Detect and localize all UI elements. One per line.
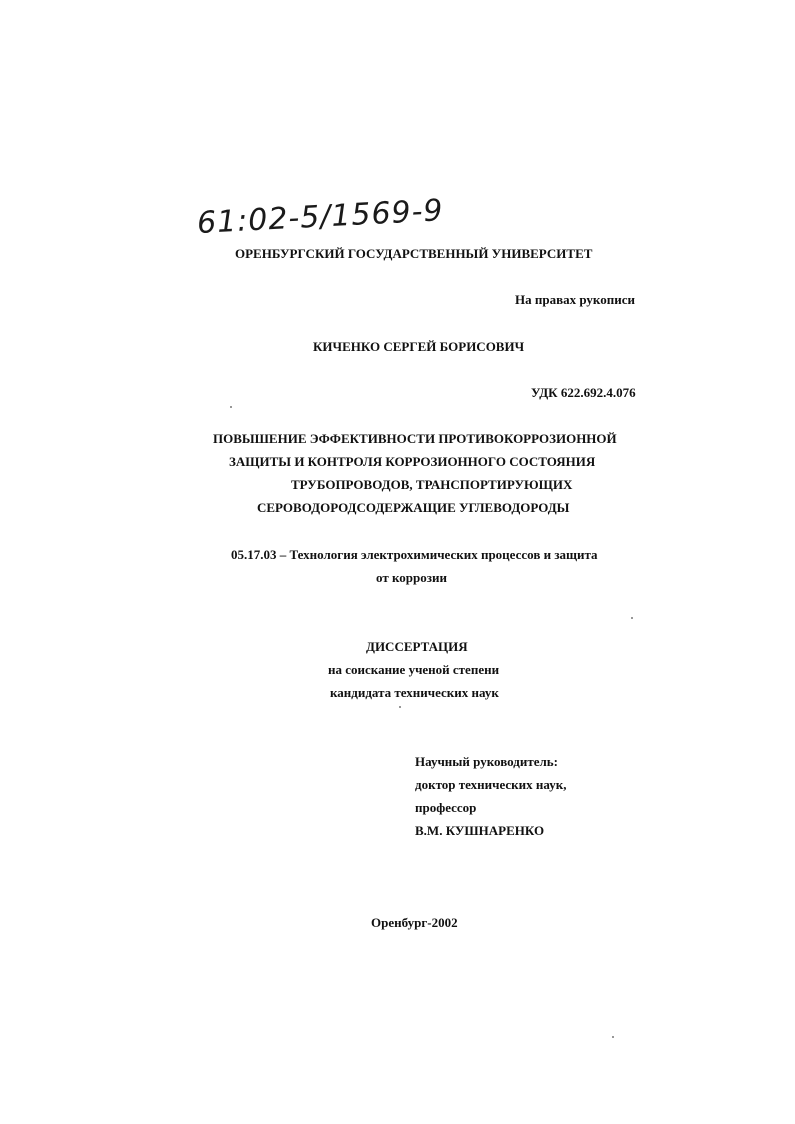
university-name: ОРЕНБУРГСКИЙ ГОСУДАРСТВЕННЫЙ УНИВЕРСИТЕТ (235, 246, 593, 261)
author-name: КИЧЕНКО СЕРГЕЙ БОРИСОВИЧ (313, 339, 525, 354)
supervisor-name: В.М. КУШНАРЕНКО (415, 823, 545, 838)
scan-speck (631, 617, 633, 619)
title-line: ТРУБОПРОВОДОВ, ТРАНСПОРТИРУЮЩИХ (291, 477, 573, 492)
scan-speck (612, 1036, 614, 1038)
specialty-line-2: от коррозии (376, 570, 447, 585)
title-line: ПОВЫШЕНИЕ ЭФФЕКТИВНОСТИ ПРОТИВОКОРРОЗИОННОЙ (213, 431, 617, 446)
supervisor-degree: доктор технических наук, (415, 777, 567, 792)
title-line: ЗАЩИТЫ И КОНТРОЛЯ КОРРОЗИОННОГО СОСТОЯНИЯ (229, 454, 596, 469)
place-year: Оренбург-2002 (371, 915, 458, 930)
dissertation-label: ДИССЕРТАЦИЯ (366, 639, 468, 654)
scan-speck (230, 406, 232, 408)
rights-note: На правах рукописи (515, 292, 635, 307)
scan-speck (399, 706, 401, 708)
supervisor-label: Научный руководитель: (415, 754, 558, 769)
specialty-name: – Технология электрохимических процессов и защита (276, 547, 598, 562)
supervisor-rank: профессор (415, 800, 477, 815)
archive-number-handwritten: 61:02-5/1569-9 (196, 193, 445, 241)
title-line: СЕРОВОДОРОДСОДЕРЖАЩИЕ УГЛЕВОДОРОДЫ (257, 500, 570, 515)
specialty-line (231, 547, 598, 563)
specialty-code: 05.17.03 (231, 547, 277, 562)
udk-code: УДК 622.692.4.076 (531, 385, 636, 400)
degree-line-2: кандидата технических наук (330, 685, 499, 700)
degree-line-1: на соискание ученой степени (328, 662, 500, 677)
